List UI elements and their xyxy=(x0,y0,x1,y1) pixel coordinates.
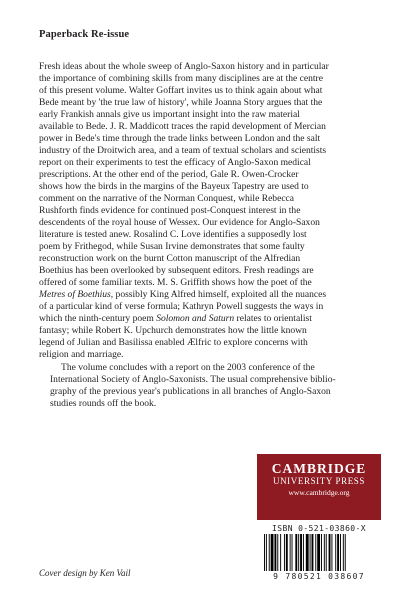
italic-title: Metres of Boethius, xyxy=(39,289,114,300)
isbn-label: ISBN 0-521-03860-X xyxy=(272,524,366,533)
barcode-number: 9 780521 038607 xyxy=(273,572,365,581)
barcode-bar xyxy=(317,534,320,571)
reissue-heading: Paperback Re-issue xyxy=(39,29,130,40)
barcode-bar xyxy=(306,534,309,571)
blurb-line: power in Bede's time through the trade links between London and the salt xyxy=(39,133,321,144)
publisher-name: CAMBRIDGE xyxy=(271,461,367,476)
blurb-line: of a particular kind of verse formula; Kathryn Powell suggests the ways in xyxy=(39,301,324,312)
barcode-bar xyxy=(326,534,327,571)
barcode-bar xyxy=(337,534,339,571)
blurb-line: Bede meant by 'the true law of history', while Joanna Story argues that the xyxy=(39,97,323,108)
blurb-paragraph-1 xyxy=(39,61,372,361)
barcode-bar xyxy=(284,534,285,571)
publisher-url: www.cambridge.org xyxy=(288,488,350,497)
publisher-logo xyxy=(257,454,381,520)
blurb-line: offered of some familiar texts. M. S. Griffith shows how the poet of the xyxy=(39,277,312,288)
barcode-bar xyxy=(315,534,316,571)
blurb-paragraph-2 xyxy=(39,362,372,410)
blurb-line: religion and marriage. xyxy=(39,349,124,360)
blurb-line: reconstruction work on the burnt Cotton manuscript of the Alfredian xyxy=(39,253,301,264)
blurb-line: legend of Julian and Basilissa enabled Ælfric to explore concerns with xyxy=(39,337,308,348)
blurb-line: Fresh ideas about the whole sweep of Anglo-Saxon history and in particular xyxy=(39,61,329,72)
barcode-bar xyxy=(324,534,325,571)
blurb-line: graphy of the previous year's publications in all branches of Anglo-Saxon xyxy=(50,386,331,397)
blurb-line-text: relates to orientalist xyxy=(234,313,312,324)
italic-title: Solomon and Saturn xyxy=(156,313,235,324)
barcode-bar xyxy=(266,534,267,571)
barcode-bar xyxy=(343,534,344,571)
blurb-line: report on their experiments to test the efficacy of Anglo-Saxon medical xyxy=(39,157,311,168)
blurb-line: Rushforth finds evidence for continued post-Conquest interest in the xyxy=(39,205,301,216)
barcode-bar xyxy=(264,534,265,571)
barcode-bar xyxy=(340,534,341,571)
barcode-bar xyxy=(331,534,332,571)
publisher-subtitle: UNIVERSITY PRESS xyxy=(272,476,366,486)
barcode-bar xyxy=(280,534,281,571)
cover-design-credit: Cover design by Ken Vail xyxy=(39,568,131,578)
barcode-bar xyxy=(290,534,291,571)
barcode-bar xyxy=(345,534,346,571)
isbn-barcode xyxy=(257,524,381,581)
blurb-line: prescriptions. At the other end of the period, Gale R. Owen-Crocker xyxy=(39,169,299,180)
barcode-bar xyxy=(298,534,299,571)
blurb-line xyxy=(39,313,372,325)
barcode-bar xyxy=(269,534,270,571)
blurb-line xyxy=(39,289,372,301)
blurb-line: descendents of the royal house of Wessex. Our evidence for Anglo-Saxon xyxy=(39,217,320,228)
barcode-icon xyxy=(260,534,378,572)
barcode-bar xyxy=(277,534,278,571)
barcode-bar xyxy=(310,534,311,571)
back-cover-blurb xyxy=(39,61,372,410)
blurb-line: International Society of Anglo-Saxonists. The usual comprehensive biblio- xyxy=(50,374,336,385)
blurb-line: the importance of combining skills from many disciplines are at the centre xyxy=(39,73,323,84)
blurb-line: literature is tested anew. Rosalind C. Love identifies a supposedly lost xyxy=(39,229,307,240)
blurb-line: comment on the narrative of the Norman Conquest, while Rebecca xyxy=(39,193,295,204)
barcode-bar xyxy=(303,534,304,571)
barcode-bar xyxy=(312,534,314,571)
blurb-line: shows how the birds in the margins of the Bayeux Tapestry are used to xyxy=(39,181,309,192)
blurb-line: poem by Frithegod, while Susan Irvine demonstrates that some faulty xyxy=(39,241,305,252)
blurb-line-text: which the ninth-century poem xyxy=(39,313,157,324)
barcode-bar xyxy=(300,534,302,571)
barcode-bar xyxy=(292,534,293,571)
blurb-line: of this present volume. Walter Goffart invites us to think again about what xyxy=(39,85,323,96)
barcode-bar xyxy=(286,534,288,571)
blurb-line-text: possibly King Alfred himself, exploited all the nuances xyxy=(113,289,327,300)
barcode-bar xyxy=(274,534,276,571)
barcode-bar xyxy=(271,534,274,571)
barcode-bar xyxy=(329,534,331,571)
blurb-line: Boethius has been overlooked by subsequent editors. Fresh readings are xyxy=(39,265,314,276)
blurb-line: studies rounds off the book. xyxy=(50,398,157,409)
barcode-bar xyxy=(321,534,322,571)
blurb-line: industry of the Droitwich area, and a team of textual scholars and scientists xyxy=(39,145,327,156)
blurb-line: fantasy; while Robert K. Upchurch demonstrates how the little known xyxy=(39,325,307,336)
barcode-bar xyxy=(295,534,297,571)
blurb-line: The volume concludes with a report on the 2003 conference of the xyxy=(61,362,315,373)
blurb-line: early Frankish annals give us important insight into the raw material xyxy=(39,109,300,120)
barcode-bar xyxy=(335,534,336,571)
blurb-line: available to Bede. J. R. Maddicott traces the rapid development of Mercian xyxy=(39,121,326,132)
